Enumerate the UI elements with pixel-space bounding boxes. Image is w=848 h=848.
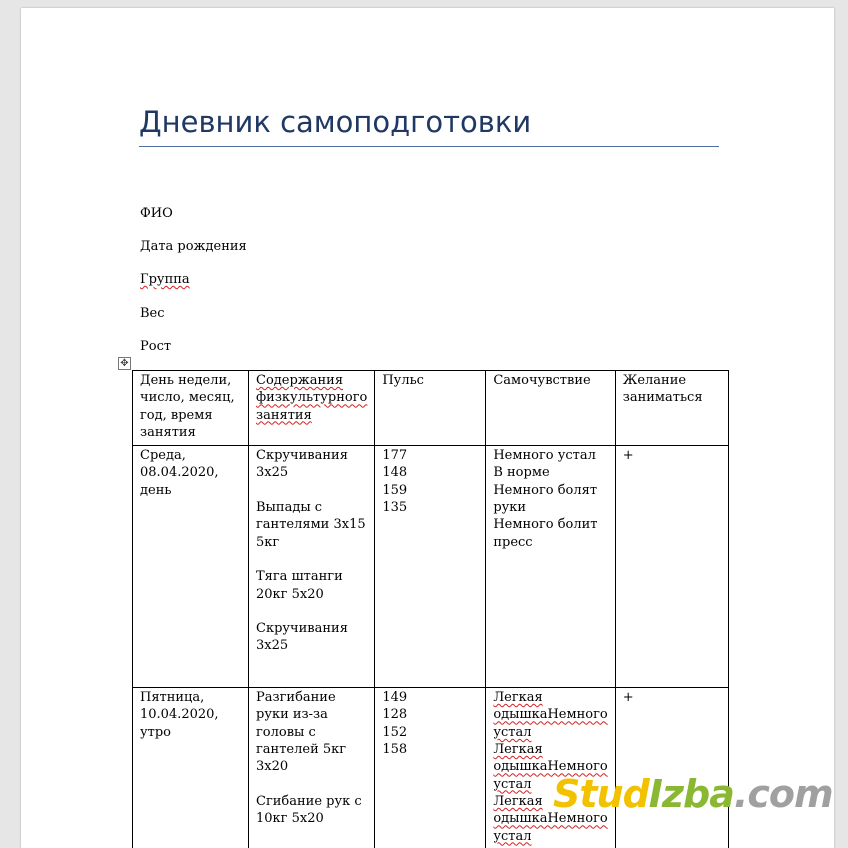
row2-date-line: Пятница,: [140, 690, 205, 706]
row1-date-line: 08.04.2020,: [140, 465, 219, 481]
pulse-value: 135: [382, 500, 408, 516]
table-row: [133, 446, 729, 688]
row2-date: [133, 688, 249, 848]
row2-pulse: [375, 688, 486, 848]
pulse-value: 152: [382, 724, 408, 740]
row2-desire: +: [615, 688, 728, 848]
header-wellbeing: Самочувствие: [486, 371, 615, 446]
table-move-icon[interactable]: ✥: [118, 357, 131, 370]
table-row: [133, 688, 729, 848]
exercise-item: Скручивания 3х25: [256, 621, 348, 654]
row2-date-line: 10.04.2020,: [140, 707, 219, 723]
wellbeing-item: В норме: [493, 465, 550, 481]
row1-date-line: Среда,: [140, 448, 186, 464]
row2-date-line: утро: [140, 724, 171, 740]
row1-wellbeing: [486, 446, 615, 688]
row2-wellbeing: [486, 688, 615, 848]
field-group: Группа: [140, 272, 190, 287]
watermark-part: .com: [733, 772, 833, 816]
field-height: Рост: [140, 339, 172, 354]
document-title: Дневник самоподготовки: [139, 104, 719, 147]
field-birth-date: Дата рождения: [140, 239, 247, 254]
exercise-item: Сгибание рук с 10кг 5х20: [256, 793, 362, 827]
pulse-value: 148: [382, 465, 408, 481]
wellbeing-item: Немного болят руки: [493, 482, 598, 516]
wellbeing-item: Легкая одышкаНемного устал: [493, 742, 608, 792]
wellbeing-item: Немного устал: [493, 448, 596, 464]
watermark-part: Stud: [553, 772, 649, 816]
header-date: День недели, число, месяц, год, время занятия: [133, 371, 249, 446]
wellbeing-item: Немного болит пресс: [493, 517, 598, 550]
header-pulse: Пульс: [375, 371, 486, 446]
table-header-row: [133, 371, 729, 446]
pulse-value: 159: [382, 482, 408, 498]
header-content: Содержания физкультурного занятия: [249, 371, 375, 446]
row1-desire: +: [615, 446, 728, 688]
pulse-value: 158: [382, 742, 408, 758]
wellbeing-item: Легкая одышкаНемного устал: [493, 690, 608, 740]
row2-exercises: [249, 688, 375, 848]
row1-exercises: [249, 446, 375, 688]
field-fio: ФИО: [140, 206, 173, 221]
header-desire: Желание заниматься: [615, 371, 728, 446]
exercise-item: Разгибание руки из-за головы с гантелей 5кг 3х20: [256, 690, 347, 775]
field-weight: Вес: [140, 306, 165, 321]
exercise-item: Выпады с гантелями 3х15 5кг: [256, 500, 366, 550]
studizba-watermark-logo: [553, 772, 833, 816]
row1-pulse: [375, 446, 486, 688]
pulse-value: 177: [382, 448, 408, 464]
pulse-value: 149: [382, 690, 408, 706]
wellbeing-item: Легкая одышкаНемного устал: [493, 793, 608, 844]
exercise-item: Тяга штанги 20кг 5х20: [256, 569, 343, 602]
row1-date: [133, 446, 249, 688]
watermark-part: Izba: [648, 772, 734, 816]
exercise-item: Скручивания 3х25: [256, 448, 348, 481]
pulse-value: 128: [382, 707, 408, 723]
row1-date-line: день: [140, 482, 172, 498]
document-page: [21, 8, 834, 848]
